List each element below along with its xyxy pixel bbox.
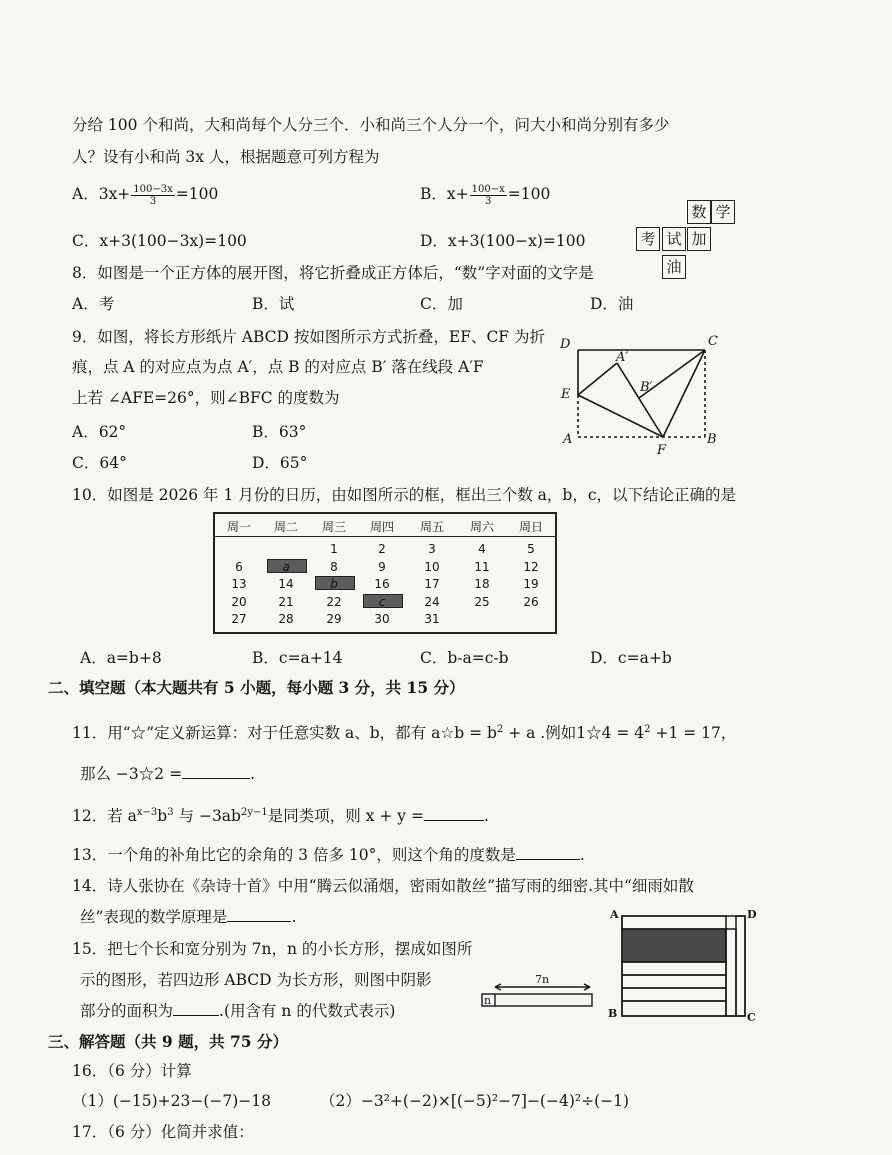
q7-line2: 人？设有小和尚 3x 人，根据题意可列方程为 (72, 148, 380, 166)
label-a: A (563, 432, 573, 447)
calendar-header-cell: 周三 (321, 520, 346, 534)
label-b-prime: B′ (640, 380, 653, 395)
calendar-header-cell: 周五 (419, 520, 444, 534)
net-cell: 试 (662, 227, 686, 251)
q10-option-b: B．c=a+14 (252, 649, 343, 667)
label-f: F (657, 443, 667, 458)
calendar-cell: 4 (478, 542, 486, 556)
label-7n: 7n (535, 973, 550, 986)
calendar-cell: 17 (424, 577, 440, 591)
label-a: A (610, 908, 619, 921)
fold-rectangle-figure (555, 330, 730, 460)
calendar-cell: b (330, 577, 338, 591)
q16-title: 16．（6 分）计算 (72, 1062, 192, 1080)
calendar-header-cell: 周四 (369, 520, 394, 534)
q11-line2: 那么 −3☆2 = . (80, 765, 255, 783)
net-cell: 数 (687, 200, 711, 224)
calendar-cell: 6 (235, 560, 243, 574)
label-d: D (747, 908, 757, 921)
calendar-table (213, 512, 557, 634)
calendar-header-cell: 周六 (469, 520, 494, 534)
calendar-cell: 12 (523, 560, 539, 574)
calendar-cell: 21 (278, 595, 294, 609)
calendar-cell: 29 (326, 612, 342, 626)
calendar-cell: 10 (424, 560, 440, 574)
calendar-cell: 1 (330, 542, 338, 556)
label-c: C (747, 1011, 756, 1024)
calendar-cell: c (378, 595, 386, 609)
q11-line1: 11．用“☆”定义新运算：对于任意实数 a、b，都有 a☆b = $b^2 + a$ .例如1☆4 = $4^2 +1 = 17$， (72, 723, 737, 742)
q15-line2: 示的图形，若四边形 ABCD 为长方形，则图中阴影 (80, 971, 432, 989)
q7-option-b: B．x+ $\frac{100-x}{3}$ =100 (420, 183, 551, 207)
q16-part2: （2）−3²+(−2)×[(−5)²−7]−(−4)²÷(−1) (320, 1092, 630, 1110)
q7-option-d: D．x+3(100−x)=100 (420, 232, 586, 250)
calendar-cell: a (282, 560, 290, 574)
label-e: E (561, 387, 571, 402)
q13-question: 13．一个角的补角比它的余角的 3 倍多 10°，则这个角的度数是 . (72, 846, 585, 864)
q10-question: 10．如图是 2026 年 1 月份的日历，由如图所示的框，框出三个数 a，b，c，以下结论正确的是 (72, 486, 737, 504)
q10-option-c: C．b-a=c-b (420, 649, 509, 667)
q9-line3: 上若 ∠AFE=26°，则∠BFC 的度数为 (72, 389, 340, 407)
net-cell: 考 (636, 227, 660, 251)
q14-line1: 14．诗人张协在《杂诗十首》中用“腾云似涌烟，密雨如散丝”描写雨的细密.其中“细雨如散 (72, 877, 694, 895)
label-b: B (707, 432, 717, 447)
calendar-cell: 27 (231, 612, 247, 626)
q9-option-d: D．65° (252, 454, 308, 472)
label-n: n (484, 994, 492, 1007)
q8-option-a: A．考 (72, 295, 115, 313)
q14-line2: 丝”表现的数学原理是 . (80, 908, 297, 926)
q9-line1: 9．如图，将长方形纸片 ABCD 按如图所示方式折叠，EF、CF 为折 (72, 328, 545, 346)
q12-question: 12．若 $a^{x-3}b^3$ 与 $-3ab^{2y-1}$是同类项，则 x + y = . (72, 806, 489, 825)
q9-option-a: A．62° (72, 423, 127, 441)
q8-option-c: C．加 (420, 295, 463, 313)
calendar-header-cell: 周一 (226, 520, 251, 534)
calendar-cell: 2 (378, 542, 386, 556)
net-cell: 油 (662, 255, 686, 279)
net-cell: 学 (711, 200, 735, 224)
calendar-cell: 19 (523, 577, 539, 591)
answer-blank[interactable] (182, 778, 250, 779)
calendar-cell: 22 (326, 595, 342, 609)
q7-line1: 分给 100 个和尚，大和尚每个人分三个．小和尚三个人分一个，问大小和尚分别有多少 (72, 116, 670, 134)
net-cell: 加 (687, 227, 711, 251)
calendar-cell: 9 (378, 560, 386, 574)
q15-line1: 15．把七个长和宽分别为 7n，n 的小长方形，摆成如图所 (72, 940, 473, 958)
section-3-heading: 三、解答题（共 9 题，共 75 分） (48, 1032, 288, 1051)
calendar-cell: 3 (428, 542, 436, 556)
label-d: D (560, 337, 571, 352)
label-c: C (708, 334, 718, 349)
calendar-cell: 8 (330, 560, 338, 574)
q16-part1: （1）(−15)+23−(−7)−18 (72, 1092, 272, 1110)
calendar-cell: 31 (424, 612, 440, 626)
answer-blank[interactable] (227, 921, 291, 922)
calendar-cell: 13 (231, 577, 247, 591)
q10-option-d: D．c=a+b (590, 649, 672, 667)
q9-line2: 痕，点 A 的对应点为点 A′，点 B 的对应点 B′ 落在线段 A′F (72, 358, 484, 376)
q9-option-b: B．63° (252, 423, 307, 441)
calendar-cell: 18 (474, 577, 490, 591)
calendar-cell: 24 (424, 595, 440, 609)
q7-option-a: A．3x+ $\frac{100-3x}{3}$ =100 (72, 183, 219, 207)
calendar-cell: 5 (527, 542, 535, 556)
calendar-cell: 11 (474, 560, 490, 574)
q15-line3: 部分的面积为 .(用含有 n 的代数式表示) (80, 1002, 396, 1020)
q10-option-a: A．a=b+8 (80, 649, 162, 667)
calendar-cell: 20 (231, 595, 247, 609)
label-b: B (608, 1007, 618, 1020)
q8-option-b: B．试 (252, 295, 295, 313)
answer-blank[interactable] (173, 1015, 219, 1016)
q7-option-c: C．x+3(100−3x)=100 (72, 232, 247, 250)
small-rectangle-figure (478, 970, 598, 1010)
calendar-cell: 26 (523, 595, 539, 609)
calendar-cell: 16 (374, 577, 390, 591)
q8-option-d: D．油 (590, 295, 634, 313)
q8-question: 8．如图是一个正方体的展开图，将它折叠成正方体后，“数”字对面的文字是 (72, 264, 594, 282)
calendar-cell: 25 (474, 595, 490, 609)
answer-blank[interactable] (516, 859, 580, 860)
calendar-cell: 30 (374, 612, 390, 626)
calendar-cell: 14 (278, 577, 294, 591)
calendar-cell: 28 (278, 612, 294, 626)
section-2-heading: 二、填空题（本大题共有 5 小题，每小题 3 分，共 15 分） (48, 678, 465, 697)
calendar-header-cell: 周日 (518, 520, 543, 534)
q17-title: 17．（6 分）化简并求值： (72, 1123, 254, 1141)
answer-blank[interactable] (424, 820, 484, 821)
rectangles-abcd-figure (600, 905, 770, 1025)
calendar-header-cell: 周二 (273, 520, 298, 534)
q9-option-c: C．64° (72, 454, 127, 472)
label-a-prime: A′ (616, 350, 629, 365)
